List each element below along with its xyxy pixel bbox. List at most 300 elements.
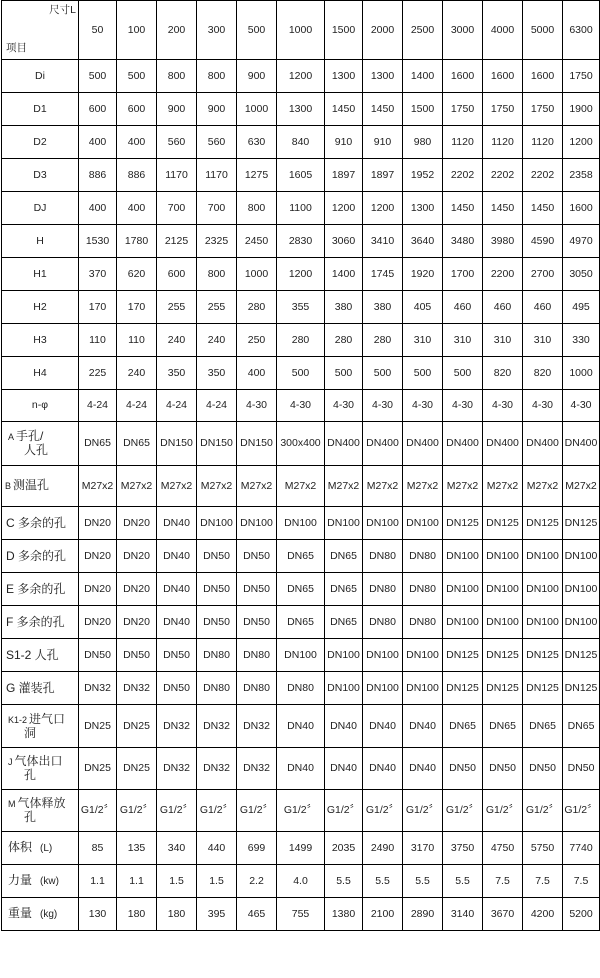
table-cell: 400 — [117, 126, 157, 159]
table-cell: 255 — [197, 291, 237, 324]
row-label-line: 人孔 — [24, 443, 49, 457]
table-cell: DN25 — [117, 748, 157, 790]
table-cell: 280 — [237, 291, 277, 324]
table-cell: 1200 — [363, 192, 403, 225]
row-label: S1-2 人孔 — [2, 639, 79, 672]
table-cell: 2200 — [483, 258, 523, 291]
table-cell: DN20 — [117, 507, 157, 540]
table-cell: 1300 — [325, 60, 363, 93]
table-cell: 5.5 — [325, 865, 363, 898]
table-cell: 1450 — [443, 192, 483, 225]
table-cell: G1/2〞 — [157, 790, 197, 832]
table-cell: DN50 — [197, 540, 237, 573]
table-cell: DN400 — [403, 422, 443, 466]
table-cell: 2890 — [403, 898, 443, 931]
table-cell: 1450 — [483, 192, 523, 225]
table-cell: 2100 — [363, 898, 403, 931]
table-cell: DN400 — [483, 422, 523, 466]
table-cell: 1300 — [277, 93, 325, 126]
table-cell: 250 — [237, 324, 277, 357]
table-cell: 135 — [117, 832, 157, 865]
table-cell: DN100 — [325, 639, 363, 672]
table-cell: 1000 — [563, 357, 600, 390]
table-cell: DN65 — [523, 705, 563, 748]
table-cell: 1200 — [277, 60, 325, 93]
table-cell: 1780 — [117, 225, 157, 258]
table-cell: 1600 — [563, 192, 600, 225]
table-cell: DN50 — [197, 606, 237, 639]
table-cell: DN20 — [117, 573, 157, 606]
table-cell: 800 — [197, 60, 237, 93]
table-cell: 1750 — [563, 60, 600, 93]
table-cell: 900 — [237, 60, 277, 93]
table-cell: DN32 — [79, 672, 117, 705]
column-header: 2000 — [363, 1, 403, 60]
table-cell: 1745 — [363, 258, 403, 291]
table-cell: 800 — [157, 60, 197, 93]
table-cell: DN100 — [563, 606, 600, 639]
table-cell: DN125 — [443, 639, 483, 672]
table-cell: 700 — [157, 192, 197, 225]
table-cell: 1300 — [403, 192, 443, 225]
table-cell: DN32 — [117, 672, 157, 705]
table-cell: DN100 — [443, 606, 483, 639]
table-cell: 630 — [237, 126, 277, 159]
table-cell: 330 — [563, 324, 600, 357]
table-cell: 600 — [157, 258, 197, 291]
table-cell: G1/2〞 — [277, 790, 325, 832]
table-cell: DN50 — [563, 748, 600, 790]
table-row — [2, 291, 600, 324]
table-cell: 255 — [157, 291, 197, 324]
table-cell: DN100 — [483, 540, 523, 573]
table-cell: 980 — [403, 126, 443, 159]
table-cell: 1000 — [237, 258, 277, 291]
row-label-line — [2, 430, 78, 444]
table-cell: M27x2 — [483, 466, 523, 507]
table-cell: G1/2〞 — [483, 790, 523, 832]
table-cell: DN80 — [237, 639, 277, 672]
table-cell: DN100 — [523, 540, 563, 573]
table-cell: G1/2〞 — [563, 790, 600, 832]
row-label: D 多余的孔 — [2, 540, 79, 573]
table-cell: DN40 — [157, 507, 197, 540]
table-cell: 3410 — [363, 225, 403, 258]
table-cell: DN100 — [325, 507, 363, 540]
table-cell: DN400 — [363, 422, 403, 466]
row-label — [2, 832, 79, 865]
table-cell: 85 — [79, 832, 117, 865]
table-cell: 1500 — [403, 93, 443, 126]
table-cell: 2830 — [277, 225, 325, 258]
table-cell: DN100 — [363, 639, 403, 672]
table-cell: 310 — [443, 324, 483, 357]
table-cell: 1.1 — [117, 865, 157, 898]
row-label-prefix: M — [8, 799, 16, 809]
table-cell: DN100 — [483, 606, 523, 639]
row-label: Di — [2, 60, 79, 93]
table-cell: 495 — [563, 291, 600, 324]
table-row — [2, 672, 600, 705]
row-label-prefix: B — [5, 481, 12, 491]
table-cell: DN32 — [157, 705, 197, 748]
table-cell: DN50 — [117, 639, 157, 672]
row-label — [2, 422, 79, 466]
table-cell: 2202 — [483, 159, 523, 192]
table-cell: 5.5 — [403, 865, 443, 898]
table-cell: DN100 — [197, 507, 237, 540]
table-cell: DN40 — [363, 748, 403, 790]
table-cell: M27x2 — [197, 466, 237, 507]
table-cell: DN65 — [277, 540, 325, 573]
column-header: 3000 — [443, 1, 483, 60]
table-cell: 1530 — [79, 225, 117, 258]
table-cell: 2450 — [237, 225, 277, 258]
table-cell: 2.2 — [237, 865, 277, 898]
table-cell: 886 — [117, 159, 157, 192]
table-cell: 1897 — [363, 159, 403, 192]
table-cell: DN40 — [403, 705, 443, 748]
table-cell: 1120 — [483, 126, 523, 159]
table-cell: 7.5 — [483, 865, 523, 898]
table-cell: 240 — [117, 357, 157, 390]
table-cell: 5.5 — [443, 865, 483, 898]
table-cell: DN50 — [237, 540, 277, 573]
table-row — [2, 390, 600, 422]
table-cell: 280 — [277, 324, 325, 357]
table-cell: 1450 — [523, 192, 563, 225]
table-cell: 380 — [325, 291, 363, 324]
table-cell: 1120 — [523, 126, 563, 159]
table-cell: 755 — [277, 898, 325, 931]
table-cell: 1275 — [237, 159, 277, 192]
table-cell: DN150 — [157, 422, 197, 466]
table-cell: 1000 — [237, 93, 277, 126]
table-cell: 4-30 — [237, 390, 277, 422]
table-cell: 1200 — [277, 258, 325, 291]
table-cell: DN100 — [403, 639, 443, 672]
table-cell: 900 — [157, 93, 197, 126]
table-cell: 280 — [363, 324, 403, 357]
table-cell: 3640 — [403, 225, 443, 258]
row-label-prefix: A — [8, 432, 15, 442]
table-cell: 1952 — [403, 159, 443, 192]
row-label — [2, 748, 79, 790]
table-cell: 1200 — [325, 192, 363, 225]
table-cell: DN100 — [325, 672, 363, 705]
table-cell: 1170 — [197, 159, 237, 192]
table-cell: 370 — [79, 258, 117, 291]
table-cell: DN65 — [79, 422, 117, 466]
table-cell: 1450 — [363, 93, 403, 126]
table-cell: DN100 — [363, 672, 403, 705]
table-cell: 560 — [197, 126, 237, 159]
corner-bottom-label: 项目 — [6, 42, 27, 54]
table-row — [2, 832, 600, 865]
table-cell: DN25 — [79, 705, 117, 748]
table-cell: G1/2〞 — [403, 790, 443, 832]
table-cell: 800 — [237, 192, 277, 225]
table-cell: 699 — [237, 832, 277, 865]
row-label — [2, 898, 79, 931]
table-cell: DN80 — [403, 540, 443, 573]
table-cell: DN50 — [237, 573, 277, 606]
column-header: 4000 — [483, 1, 523, 60]
table-cell: DN65 — [277, 573, 325, 606]
table-row — [2, 324, 600, 357]
table-cell: M27x2 — [117, 466, 157, 507]
table-cell: DN32 — [197, 748, 237, 790]
row-label-text: 手孔/ — [16, 429, 44, 443]
table-cell: DN20 — [79, 540, 117, 573]
table-cell: 395 — [197, 898, 237, 931]
table-cell: 1750 — [523, 93, 563, 126]
table-row — [2, 225, 600, 258]
table-cell: 4-30 — [277, 390, 325, 422]
table-cell: 1170 — [157, 159, 197, 192]
table-cell: 1920 — [403, 258, 443, 291]
table-cell: 560 — [157, 126, 197, 159]
table-cell: 180 — [117, 898, 157, 931]
table-cell: 1100 — [277, 192, 325, 225]
table-cell: DN100 — [443, 540, 483, 573]
table-cell: 3670 — [483, 898, 523, 931]
table-cell: DN40 — [277, 705, 325, 748]
table-cell: 4-30 — [403, 390, 443, 422]
table-cell: 3170 — [403, 832, 443, 865]
table-cell: 1.5 — [197, 865, 237, 898]
column-header: 100 — [117, 1, 157, 60]
table-cell: 500 — [277, 357, 325, 390]
table-cell: 4-24 — [117, 390, 157, 422]
table-cell: DN40 — [277, 748, 325, 790]
table-cell: 4-24 — [157, 390, 197, 422]
table-cell: DN80 — [403, 606, 443, 639]
table-cell: DN50 — [157, 672, 197, 705]
table-cell: DN50 — [79, 639, 117, 672]
table-cell: DN65 — [325, 540, 363, 573]
column-header: 50 — [79, 1, 117, 60]
table-cell: DN125 — [523, 639, 563, 672]
table-cell: 1.1 — [79, 865, 117, 898]
table-cell: DN100 — [483, 573, 523, 606]
row-label-text: 体积 — [8, 840, 33, 854]
table-cell: 7.5 — [563, 865, 600, 898]
table-cell: DN50 — [157, 639, 197, 672]
table-cell: 350 — [157, 357, 197, 390]
table-cell: G1/2〞 — [197, 790, 237, 832]
table-row — [2, 126, 600, 159]
table-cell: 1450 — [325, 93, 363, 126]
table-cell: DN20 — [79, 573, 117, 606]
table-cell: DN150 — [237, 422, 277, 466]
row-label-text: 重量 — [8, 906, 33, 920]
column-header: 1000 — [277, 1, 325, 60]
table-cell: DN80 — [363, 606, 403, 639]
row-label — [2, 705, 79, 748]
column-header: 200 — [157, 1, 197, 60]
table-cell: DN32 — [237, 748, 277, 790]
table-cell: DN40 — [403, 748, 443, 790]
table-cell: 500 — [325, 357, 363, 390]
table-cell: 1700 — [443, 258, 483, 291]
table-cell: DN40 — [363, 705, 403, 748]
table-cell: G1/2〞 — [325, 790, 363, 832]
table-cell: 4200 — [523, 898, 563, 931]
table-cell: 1499 — [277, 832, 325, 865]
table-cell: 3480 — [443, 225, 483, 258]
table-cell: 380 — [363, 291, 403, 324]
table-cell: 4-30 — [523, 390, 563, 422]
table-cell: 5200 — [563, 898, 600, 931]
row-label — [2, 865, 79, 898]
table-row — [2, 466, 600, 507]
table-cell: DN80 — [363, 540, 403, 573]
row-label-line: 孔 — [24, 810, 37, 824]
table-cell: 620 — [117, 258, 157, 291]
table-cell: M27x2 — [79, 466, 117, 507]
table-cell: DN400 — [563, 422, 600, 466]
table-cell: 3050 — [563, 258, 600, 291]
row-label-line — [2, 797, 78, 811]
table-cell: DN20 — [79, 507, 117, 540]
table-cell: DN400 — [443, 422, 483, 466]
table-cell: 2202 — [523, 159, 563, 192]
table-cell: 4750 — [483, 832, 523, 865]
table-cell: DN20 — [79, 606, 117, 639]
table-cell: 4590 — [523, 225, 563, 258]
table-cell: 4-24 — [79, 390, 117, 422]
table-cell: DN40 — [325, 748, 363, 790]
table-cell: 1380 — [325, 898, 363, 931]
table-cell: 600 — [79, 93, 117, 126]
table-cell: 4.0 — [277, 865, 325, 898]
table-row — [2, 705, 600, 748]
table-cell: 4-30 — [325, 390, 363, 422]
table-cell: DN32 — [157, 748, 197, 790]
table-cell: DN32 — [197, 705, 237, 748]
table-row — [2, 93, 600, 126]
table-row — [2, 573, 600, 606]
table-cell: DN400 — [523, 422, 563, 466]
table-cell: 2035 — [325, 832, 363, 865]
table-cell: M27x2 — [363, 466, 403, 507]
table-cell: DN100 — [523, 606, 563, 639]
table-cell: DN20 — [117, 540, 157, 573]
table-cell: 300x400 — [277, 422, 325, 466]
row-label-text: 测温孔 — [13, 478, 50, 492]
table-row — [2, 898, 600, 931]
table-cell: 3140 — [443, 898, 483, 931]
table-cell: DN150 — [197, 422, 237, 466]
table-cell: DN125 — [443, 507, 483, 540]
table-cell: 110 — [117, 324, 157, 357]
table-cell: M27x2 — [523, 466, 563, 507]
row-label: H4 — [2, 357, 79, 390]
table-cell: 3750 — [443, 832, 483, 865]
table-cell: 500 — [443, 357, 483, 390]
row-label-text: 气体出口 — [14, 754, 63, 768]
table-cell: DN100 — [363, 507, 403, 540]
table-cell: DN20 — [117, 606, 157, 639]
table-row — [2, 540, 600, 573]
table-cell: 4-30 — [483, 390, 523, 422]
table-cell: DN125 — [483, 507, 523, 540]
table-row — [2, 606, 600, 639]
column-header: 5000 — [523, 1, 563, 60]
table-cell: 2490 — [363, 832, 403, 865]
table-row — [2, 507, 600, 540]
table-cell: 600 — [117, 93, 157, 126]
table-row — [2, 60, 600, 93]
column-header: 1500 — [325, 1, 363, 60]
row-label: D1 — [2, 93, 79, 126]
table-cell: 886 — [79, 159, 117, 192]
table-cell: 910 — [363, 126, 403, 159]
table-cell: DN100 — [523, 573, 563, 606]
table-cell: DN40 — [157, 573, 197, 606]
corner-top-label: 尺寸L — [49, 4, 76, 16]
row-label-text: 气体释放 — [17, 796, 66, 810]
table-cell: DN100 — [237, 507, 277, 540]
table-cell: G1/2〞 — [443, 790, 483, 832]
table-cell: DN50 — [237, 606, 277, 639]
table-cell: 170 — [117, 291, 157, 324]
table-cell: DN100 — [563, 540, 600, 573]
table-cell: DN65 — [117, 422, 157, 466]
column-header: 2500 — [403, 1, 443, 60]
table-cell: DN100 — [443, 573, 483, 606]
table-cell: DN100 — [403, 672, 443, 705]
table-cell: M27x2 — [403, 466, 443, 507]
table-cell: 3980 — [483, 225, 523, 258]
table-cell: DN125 — [563, 672, 600, 705]
table-cell: DN125 — [523, 507, 563, 540]
row-label: G 灌装孔 — [2, 672, 79, 705]
table-cell: DN100 — [403, 507, 443, 540]
table-cell: 310 — [403, 324, 443, 357]
table-cell: 310 — [523, 324, 563, 357]
table-cell: 240 — [197, 324, 237, 357]
table-cell: G1/2〞 — [79, 790, 117, 832]
table-cell: 840 — [277, 126, 325, 159]
corner-cell — [2, 1, 79, 60]
table-cell: M27x2 — [325, 466, 363, 507]
table-cell: DN50 — [443, 748, 483, 790]
table-cell: 820 — [483, 357, 523, 390]
table-row — [2, 790, 600, 832]
table-cell: M27x2 — [237, 466, 277, 507]
column-header: 500 — [237, 1, 277, 60]
table-row — [2, 422, 600, 466]
table-row — [2, 357, 600, 390]
table-cell: DN125 — [483, 672, 523, 705]
table-cell: 7.5 — [523, 865, 563, 898]
row-label: C 多余的孔 — [2, 507, 79, 540]
table-cell: 4-30 — [363, 390, 403, 422]
table-cell: 2325 — [197, 225, 237, 258]
table-cell: DN125 — [563, 639, 600, 672]
table-cell: 1400 — [403, 60, 443, 93]
table-cell: DN100 — [563, 573, 600, 606]
table-cell: 700 — [197, 192, 237, 225]
table-cell: 460 — [523, 291, 563, 324]
table-cell: M27x2 — [157, 466, 197, 507]
table-cell: G1/2〞 — [237, 790, 277, 832]
table-cell: 1300 — [363, 60, 403, 93]
table-cell: DN125 — [483, 639, 523, 672]
table-cell: 5.5 — [363, 865, 403, 898]
